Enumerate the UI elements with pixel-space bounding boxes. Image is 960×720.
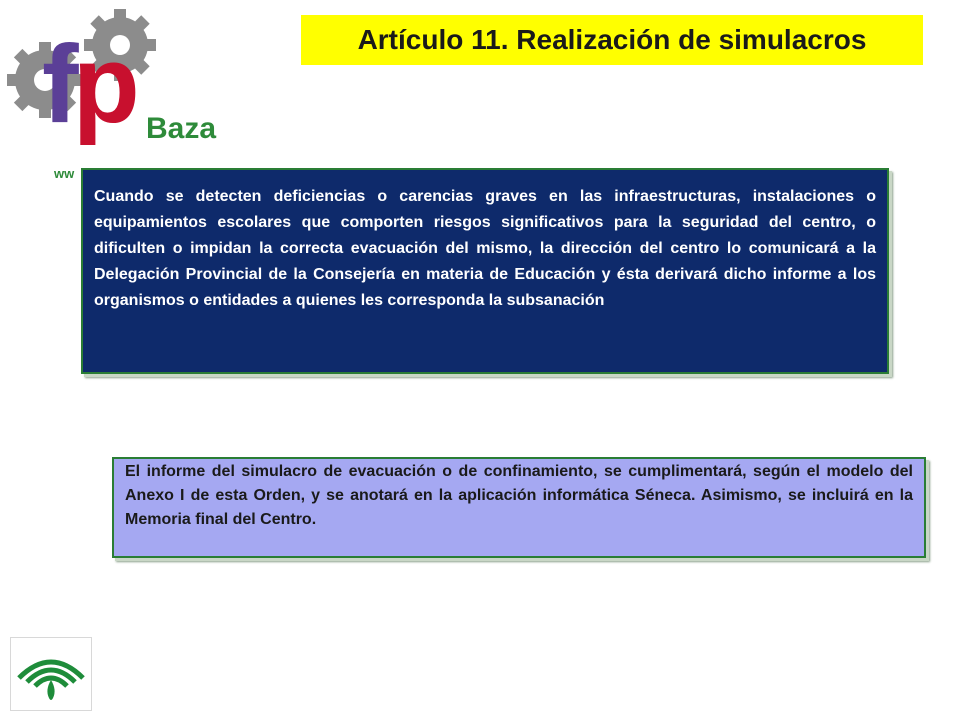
title-banner xyxy=(301,15,923,65)
logo-url: ww xyxy=(54,166,75,181)
logo-letter-f: f xyxy=(42,23,73,146)
deficiencias-textbox xyxy=(81,168,889,374)
fp-baza-logo xyxy=(0,0,300,190)
junta-andalucia-logo xyxy=(10,637,92,711)
informe-text: El informe del simulacro de evacuación o de confinamiento, se cumplimentará, según el modelo del Anexo I de esta Orden, y se anotará en la aplicación informática Séneca. Asimismo, se incluirá en la Memoria final del Centro. xyxy=(125,463,913,528)
informe-textbox xyxy=(112,457,926,558)
page-title: Artículo 11. Realización de simulacros xyxy=(357,24,867,55)
fp-letters xyxy=(42,23,134,146)
logo-letter-p: p xyxy=(72,23,134,146)
logo-city: Baza xyxy=(146,112,217,145)
deficiencias-text: Cuando se detecten deficiencias o carencias graves en las infraestructuras, instalaciones o equipamientos escolares que comporten riesgos significativos para la seguridad del centro, o dificulten o impidan la correcta evacuación del mismo, la dirección del centro lo comunicará a la Delegación Provincial de la Consejería en materia de Educación y ésta derivará dicho informe a los organismos o entidades a quienes les corresponda la subsanación xyxy=(94,188,876,309)
